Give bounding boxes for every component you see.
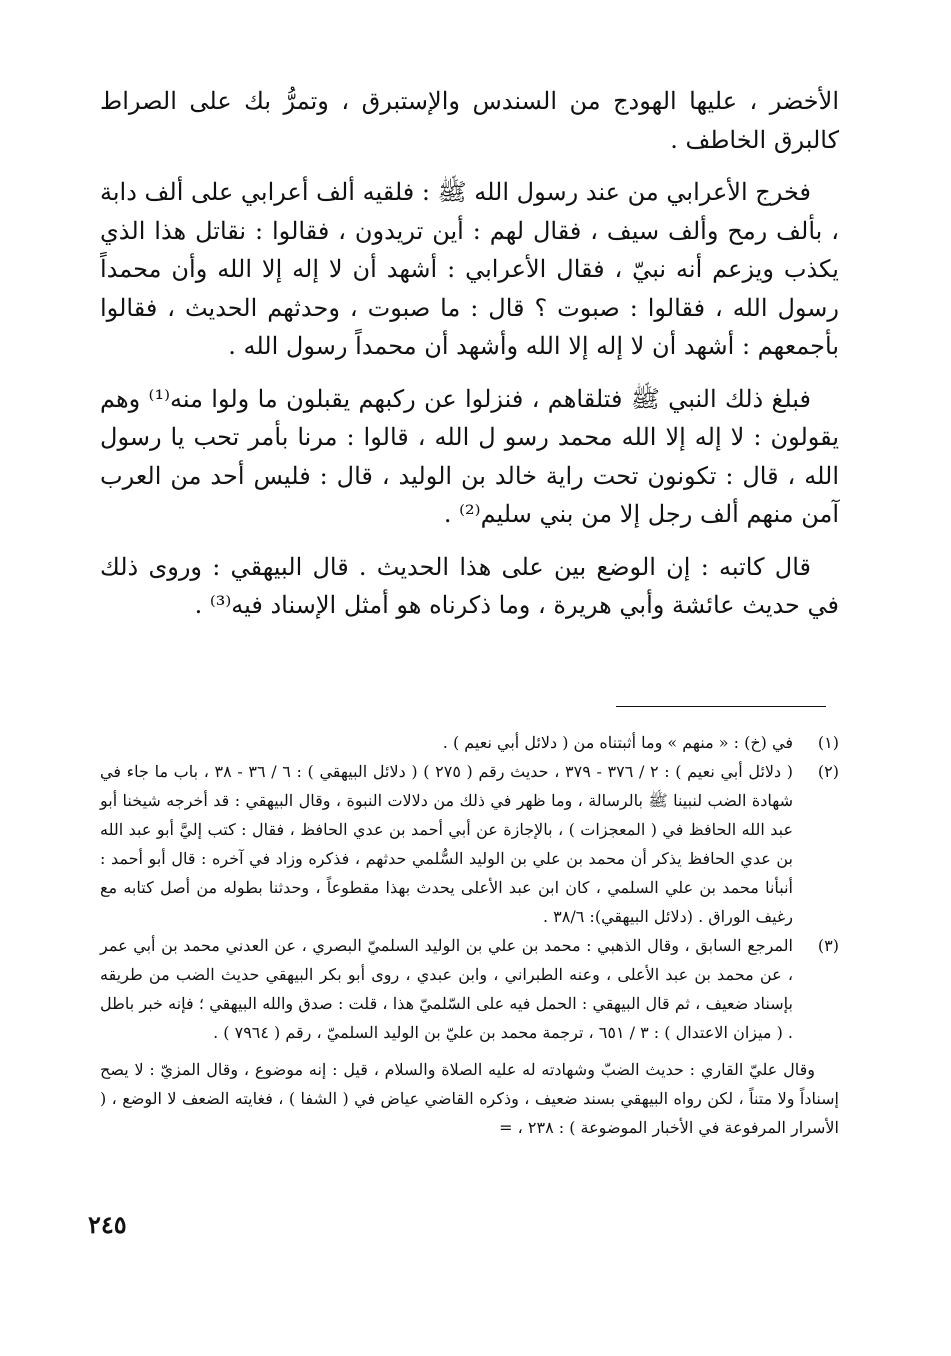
footnote-1	[100, 728, 839, 757]
footnote-text: في (خ) : « منهم » وما أثبتناه من ( دلائل أبي نعيم ) .	[442, 733, 793, 752]
footnote-divider	[616, 706, 826, 707]
footnote-2	[100, 757, 839, 931]
footnote-continuation: وقال عليّ القاري : حديث الضبّ وشهادته له عليه الصلاة والسلام ، قيل : إنه موضوع ، وقال المزيّ : لا يصح إسناداً ولا متناً ، لكن رواه البيهقي بسند ضعيف ، وذكره القاضي عياض في ( الشفا ) ، فغايته الضعف لا الوضع ، ( الأسرار المرفوعة في الأخبار الموضوعة ) : ٢٣٨ ، =	[100, 1060, 839, 1137]
footnote-3	[100, 931, 839, 1047]
footnote-number: (٣)	[817, 936, 839, 955]
paragraph-4: قال كاتبه : إن الوضع بين على هذا الحديث . قال البيهقي : وروى ذلك في حديث عائشة وأبي هريرة ، وما ذكرناه هو أمثل الإسناد فيه⁽³⁾ .	[100, 552, 839, 619]
main-text	[100, 82, 839, 625]
footnote-text: المرجع السابق ، وقال الذهبي : محمد بن علي بن الوليد السلميّ البصري ، عن العدني محمد بن أبي عمر ، عن محمد بن عبد الأعلى ، وعنه الطبراني ، وابن عبدي ، روى أبو بكر البيهقي حديث الضب من طريقه بإسناد ضعيف ، ثم قال البيهقي : الحمل فيه على السّلميّ هذا ، قلت : صدق والله البيهقي ؛ فإنه خبر باطل . ( ميزان الاعتدال ) : ٣ / ٦٥١ ، ترجمة محمد بن عليّ بن الوليد السلميّ ، رقم ( ٧٩٦٤ ) .	[100, 936, 794, 1042]
footnote-text: ( دلائل أبي نعيم ) : ٢ / ٣٧٦ - ٣٧٩ ، حديث رقم ( ٢٧٥ ) ( دلائل البيهقي ) : ٦ / ٣٦ - ٣٨ ، باب ما جاء في شهادة الضب لنبينا ﷺ بالرسالة ، وما ظهر في ذلك من دلالات النبوة ، وقال البيهقي : قد أخرجه شيخنا أبو عبد الله الحافظ في ( المعجزات ) ، بالإجازة عن أبي أحمد بن عدي الحافظ ، فقال : كتب إليَّ أبو عبد الله بن عدي الحافظ يذكر أن محمد بن علي بن الوليد السُّلمي حدثهم ، فذكره وزاد في آخره : قال أبو أحمد : أنبأنا محمد بن علي السلمي ، كان ابن عبد الأعلى يحدث بهذا مقطوعاً ، وحدثنا بطوله من أصل كتابه مع رغيف الوراق . (دلائل البيهقي): ٣٨/٦ .	[100, 762, 794, 926]
paragraph-2: فخرج الأعرابي من عند رسول الله ﷺ : فلقيه ألف أعرابي على ألف دابة ، بألف رمح وألف سيف ، فقال لهم : أين تريدون ، فقالوا : نقاتل هذا الذي يكذب ويزعم أنه نبيّ ، فقال الأعرابي : أشهد أن لا إله إلا الله وأن محمداً رسول الله ، فقالوا : صبوت ؟ قال : ما صبوت ، وحدثهم الحديث ، فقالوا بأجمعهم : أشهد أن لا إله إلا الله وأشهد أن محمداً رسول الله .	[100, 178, 839, 360]
paragraph-3: فبلغ ذلك النبي ﷺ فتلقاهم ، فنزلوا عن ركبهم يقبلون ما ولوا منه⁽¹⁾ وهم يقولون : لا إله إلا الله محمد رسو ل الله ، قالوا : مرنا بأمر تحب يا رسول الله ، قال : تكونون تحت راية خالد بن الوليد ، قال : فليس أحد من العرب آمن منهم ألف رجل إلا من بني سليم⁽²⁾ .	[100, 384, 839, 528]
footnote-number: (١)	[817, 733, 839, 752]
footnote-number: (٢)	[817, 762, 839, 781]
footnotes	[100, 728, 839, 1142]
page-number: ٢٤٥	[88, 1210, 127, 1239]
paragraph-1: الأخضر ، عليها الهودج من السندس والإستبرق ، وتمرُّ بك على الصراط كالبرق الخاطف .	[100, 87, 839, 154]
